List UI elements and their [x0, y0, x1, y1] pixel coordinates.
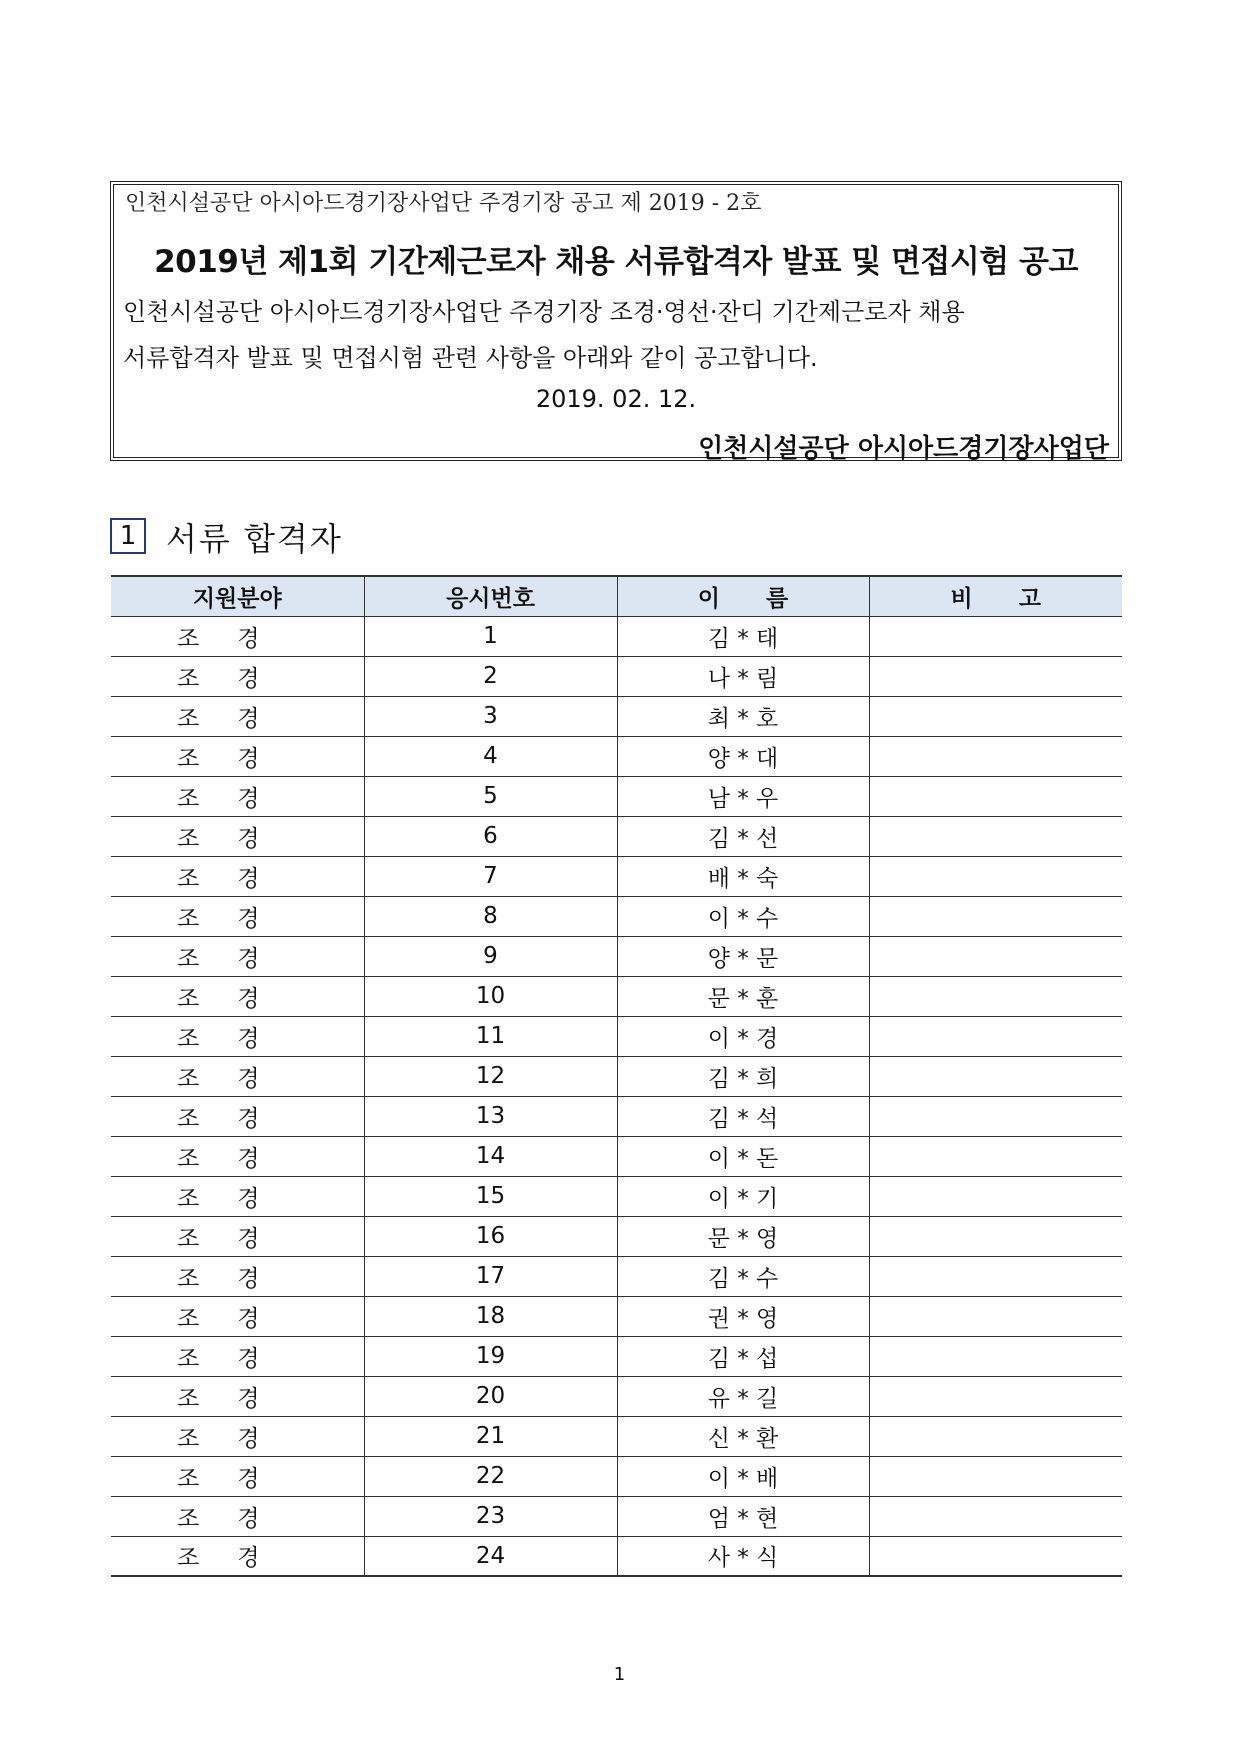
cell-name: 김 * 태 — [617, 616, 869, 656]
table-row — [111, 1176, 1122, 1216]
cell-note — [869, 1096, 1122, 1136]
cell-field: 조경 — [111, 896, 364, 936]
cell-field: 조경 — [111, 976, 364, 1016]
cell-name: 사 * 식 — [617, 1536, 869, 1576]
header-number: 응시번호 — [364, 576, 617, 616]
cell-note — [869, 1416, 1122, 1456]
table-row — [111, 736, 1122, 776]
cell-field: 조경 — [111, 1456, 364, 1496]
table-row — [111, 616, 1122, 656]
cell-note — [869, 856, 1122, 896]
cell-field: 조경 — [111, 936, 364, 976]
table-row — [111, 1216, 1122, 1256]
cell-name: 최 * 호 — [617, 696, 869, 736]
cell-field: 조경 — [111, 1136, 364, 1176]
cell-note — [869, 656, 1122, 696]
cell-name: 배 * 숙 — [617, 856, 869, 896]
cell-name: 나 * 림 — [617, 656, 869, 696]
cell-note — [869, 1176, 1122, 1216]
table-row — [111, 856, 1122, 896]
cell-field: 조경 — [111, 616, 364, 656]
table-row — [111, 896, 1122, 936]
table-row — [111, 1536, 1122, 1576]
cell-note — [869, 1456, 1122, 1496]
cell-name: 권 * 영 — [617, 1296, 869, 1336]
cell-number: 4 — [364, 736, 617, 776]
cell-note — [869, 736, 1122, 776]
cell-name: 이 * 경 — [617, 1016, 869, 1056]
cell-field: 조경 — [111, 1336, 364, 1376]
section-title: 서류 합격자 — [166, 520, 343, 558]
cell-note — [869, 1336, 1122, 1376]
cell-note — [869, 1296, 1122, 1336]
notice-organization: 인천시설공단 아시아드경기장사업단 — [698, 434, 1109, 464]
cell-number: 18 — [364, 1296, 617, 1336]
page-number: 1 — [613, 1664, 626, 1685]
cell-name: 김 * 석 — [617, 1096, 869, 1136]
table-row — [111, 1456, 1122, 1496]
cell-name: 양 * 문 — [617, 936, 869, 976]
cell-note — [869, 1136, 1122, 1176]
table-row — [111, 816, 1122, 856]
table-row — [111, 1016, 1122, 1056]
cell-note — [869, 816, 1122, 856]
cell-number: 11 — [364, 1016, 617, 1056]
header-note: 비 고 — [869, 576, 1122, 616]
header-field: 지원분야 — [111, 576, 364, 616]
cell-number: 8 — [364, 896, 617, 936]
cell-number: 6 — [364, 816, 617, 856]
table-row — [111, 776, 1122, 816]
cell-name: 유 * 길 — [617, 1376, 869, 1416]
cell-field: 조경 — [111, 1416, 364, 1456]
results-table-body — [111, 616, 1122, 1576]
cell-number: 3 — [364, 696, 617, 736]
header-name: 이 름 — [617, 576, 869, 616]
notice-box — [110, 181, 1122, 464]
table-row — [111, 1096, 1122, 1136]
cell-number: 15 — [364, 1176, 617, 1216]
cell-name: 양 * 대 — [617, 736, 869, 776]
cell-number: 13 — [364, 1096, 617, 1136]
cell-note — [869, 696, 1122, 736]
cell-note — [869, 1016, 1122, 1056]
cell-name: 김 * 희 — [617, 1056, 869, 1096]
notice-title: 2019년 제1회 기간제근로자 채용 서류합격자 발표 및 면접시험 공고 — [154, 244, 1078, 280]
cell-number: 14 — [364, 1136, 617, 1176]
cell-name: 이 * 돈 — [617, 1136, 869, 1176]
cell-note — [869, 1536, 1122, 1576]
cell-name: 김 * 섭 — [617, 1336, 869, 1376]
cell-note — [869, 976, 1122, 1016]
cell-field: 조경 — [111, 816, 364, 856]
notice-body-line: 서류합격자 발표 및 면접시험 관련 사항을 아래와 같이 공고합니다. — [123, 344, 818, 372]
cell-field: 조경 — [111, 1056, 364, 1096]
notice-body-line: 인천시설공단 아시아드경기장사업단 주경기장 조경·영선·잔디 기간제근로자 채용 — [123, 298, 965, 326]
section-number: 1 — [110, 518, 146, 554]
cell-name: 신 * 환 — [617, 1416, 869, 1456]
cell-field: 조경 — [111, 856, 364, 896]
cell-number: 24 — [364, 1536, 617, 1576]
table-row — [111, 1136, 1122, 1176]
cell-field: 조경 — [111, 696, 364, 736]
results-table — [111, 575, 1122, 1577]
table-row — [111, 1296, 1122, 1336]
cell-number: 10 — [364, 976, 617, 1016]
cell-number: 2 — [364, 656, 617, 696]
cell-number: 16 — [364, 1216, 617, 1256]
table-row — [111, 936, 1122, 976]
cell-field: 조경 — [111, 656, 364, 696]
notice-number: 인천시설공단 아시아드경기장사업단 주경기장 공고 제 2019 - 2호 — [125, 191, 762, 216]
cell-name: 엄 * 현 — [617, 1496, 869, 1536]
cell-number: 1 — [364, 616, 617, 656]
cell-number: 5 — [364, 776, 617, 816]
table-row — [111, 1496, 1122, 1536]
cell-field: 조경 — [111, 736, 364, 776]
cell-field: 조경 — [111, 1176, 364, 1216]
cell-number: 9 — [364, 936, 617, 976]
cell-note — [869, 1256, 1122, 1296]
notice-date: 2019. 02. 12. — [535, 385, 697, 413]
cell-field: 조경 — [111, 1296, 364, 1336]
table-row — [111, 656, 1122, 696]
table-row — [111, 1376, 1122, 1416]
table-row — [111, 1416, 1122, 1456]
cell-note — [869, 1376, 1122, 1416]
cell-field: 조경 — [111, 1096, 364, 1136]
cell-note — [869, 936, 1122, 976]
cell-number: 23 — [364, 1496, 617, 1536]
cell-field: 조경 — [111, 1376, 364, 1416]
cell-name: 이 * 기 — [617, 1176, 869, 1216]
cell-note — [869, 896, 1122, 936]
cell-field: 조경 — [111, 776, 364, 816]
cell-field: 조경 — [111, 1496, 364, 1536]
table-row — [111, 1336, 1122, 1376]
cell-name: 남 * 우 — [617, 776, 869, 816]
table-header-row — [111, 576, 1122, 616]
table-row — [111, 1256, 1122, 1296]
cell-field: 조경 — [111, 1216, 364, 1256]
cell-name: 김 * 수 — [617, 1256, 869, 1296]
cell-note — [869, 1056, 1122, 1096]
table-row — [111, 1056, 1122, 1096]
cell-number: 22 — [364, 1456, 617, 1496]
cell-note — [869, 1216, 1122, 1256]
cell-number: 12 — [364, 1056, 617, 1096]
table-row — [111, 976, 1122, 1016]
cell-name: 문 * 훈 — [617, 976, 869, 1016]
cell-number: 19 — [364, 1336, 617, 1376]
cell-number: 21 — [364, 1416, 617, 1456]
cell-number: 7 — [364, 856, 617, 896]
cell-name: 문 * 영 — [617, 1216, 869, 1256]
cell-note — [869, 776, 1122, 816]
cell-number: 20 — [364, 1376, 617, 1416]
cell-number: 17 — [364, 1256, 617, 1296]
cell-name: 김 * 선 — [617, 816, 869, 856]
cell-name: 이 * 수 — [617, 896, 869, 936]
cell-name: 이 * 배 — [617, 1456, 869, 1496]
cell-note — [869, 616, 1122, 656]
table-row — [111, 696, 1122, 736]
cell-note — [869, 1496, 1122, 1536]
cell-field: 조경 — [111, 1256, 364, 1296]
cell-field: 조경 — [111, 1016, 364, 1056]
cell-field: 조경 — [111, 1536, 364, 1576]
